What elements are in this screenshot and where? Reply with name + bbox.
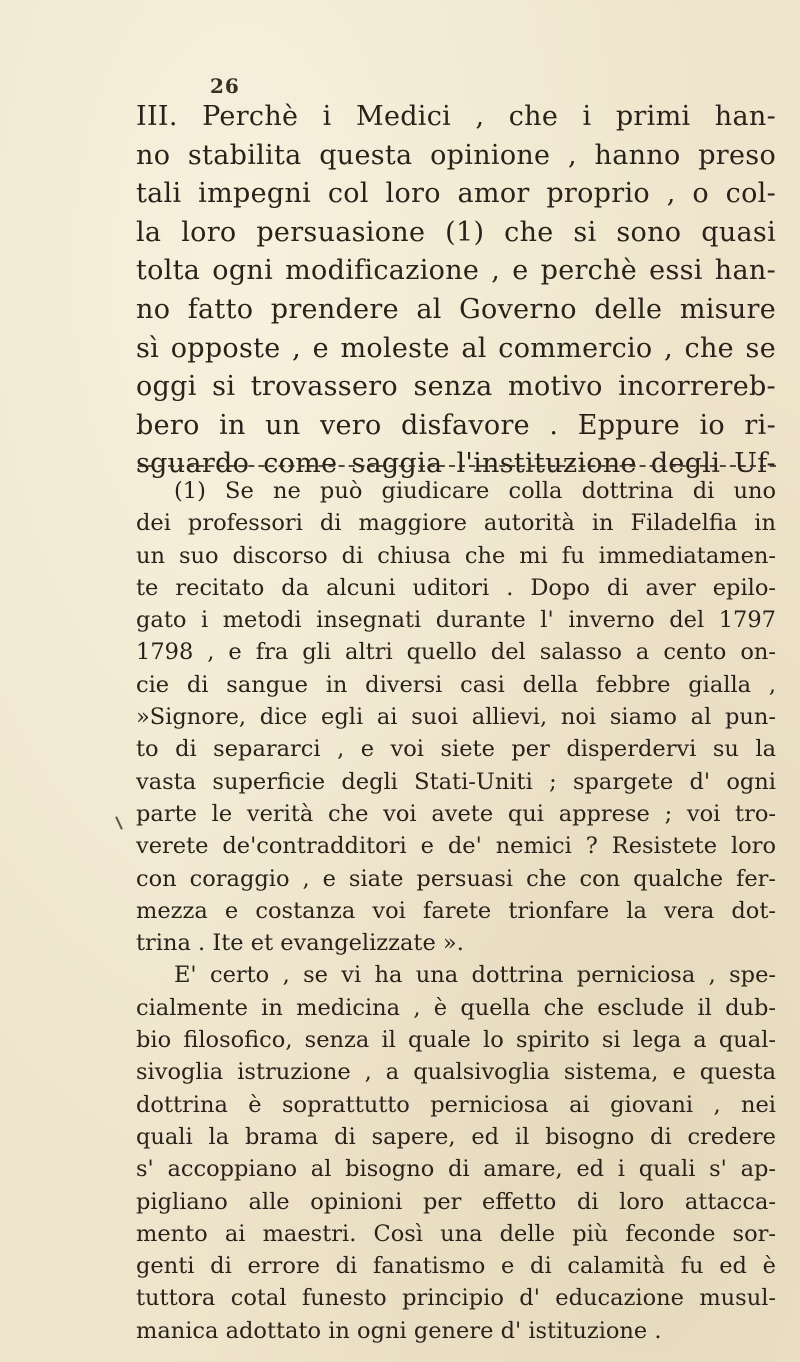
page-number: 26	[210, 74, 240, 98]
footnote-line: verete de'contradditori e de' nemici ? Resistete loro	[136, 833, 776, 860]
text-line: oggi si trovassero senza motivo incorrereb-	[136, 371, 776, 403]
text-line: la loro persuasione (1) che si sono quasi	[136, 216, 776, 248]
footnote-line: pigliano alle opinioni per effetto di loro attacca-	[136, 1188, 776, 1215]
footnote-line: trina . Ite et evangelizzate ».	[136, 930, 464, 957]
footnote-line: (1) Se ne può giudicare colla dottrina di uno	[174, 478, 776, 504]
text-line: sì opposte , e moleste al commercio , che se	[136, 332, 776, 364]
footnote-line: E' certo , se vi ha una dottrina perniciosa , spe-	[174, 962, 776, 989]
footnote-line: con coraggio , e siate persuasi che con qualche fer-	[136, 865, 776, 892]
text-line: III. Perchè i Medici , che i primi han-	[136, 101, 776, 132]
main-paragraph	[136, 98, 776, 484]
footnote-divider	[138, 465, 776, 467]
footnote-line: quali la brama di sapere, ed il bisogno di credere	[136, 1123, 776, 1150]
footnote-line: mento ai maestri. Così una delle più feconde sor-	[136, 1220, 776, 1247]
footnote-line: un suo discorso di chiusa che mi fu immediatamen-	[136, 542, 776, 569]
margin-mark	[115, 816, 123, 830]
text-line: tolta ogni modificazione , e perchè essi han-	[136, 255, 776, 287]
text-line: tali impegni col loro amor proprio , o col-	[136, 178, 776, 210]
footnote-line: gato i metodi insegnati durante l' inverno del 1797	[136, 607, 776, 634]
footnote-line: vasta superficie degli Stati-Uniti ; spargete d' ogni	[136, 768, 776, 795]
footnote-line: te recitato da alcuni uditori . Dopo di aver epilo-	[136, 574, 776, 601]
footnote	[136, 475, 776, 1347]
footnote-line: cialmente in medicina , è quella che esclude il dub-	[136, 994, 776, 1021]
footnote-line: 1798 , e fra gli altri quello del salasso a cento on-	[136, 639, 776, 666]
text-line: bero in un vero disfavore . Eppure io ri-	[136, 409, 776, 441]
footnote-line: bio filosofico, senza il quale lo spirito si lega a qual-	[136, 1027, 776, 1054]
footnote-line: tuttora cotal funesto principio d' educazione musul-	[136, 1285, 776, 1312]
footnote-line: to di separarci , e voi siete per disperdervi su la	[136, 736, 776, 763]
footnote-line: dei professori di maggiore autorità in Filadelfia in	[136, 510, 776, 537]
footnote-line: parte le verità che voi avete qui apprese ; voi tro-	[136, 800, 776, 827]
footnote-line: sivoglia istruzione , a qualsivoglia sistema, e questa	[136, 1059, 776, 1086]
text-line: no stabilita questa opinione , hanno preso	[136, 139, 776, 171]
footnote-line: dottrina è soprattutto perniciosa ai giovani , nei	[136, 1091, 776, 1118]
footnote-line: »Signore, dice egli ai suoi allievi, noi siamo al pun-	[136, 704, 776, 731]
footnote-line: manica adottato in ogni genere d' istituzione .	[136, 1317, 662, 1344]
footnote-line: cie di sangue in diversi casi della febbre gialla ,	[136, 671, 776, 698]
text-line: no fatto prendere al Governo delle misure	[136, 293, 776, 325]
footnote-line: mezza e costanza voi farete trionfare la vera dot-	[136, 897, 776, 924]
footnote-line: s' accoppiano al bisogno di amare, ed i quali s' ap-	[136, 1156, 776, 1183]
footnote-line: genti di errore di fanatismo e di calamità fu ed è	[136, 1253, 776, 1280]
text-line: sguardo come saggia l'instituzione degli Uf-	[136, 448, 776, 480]
